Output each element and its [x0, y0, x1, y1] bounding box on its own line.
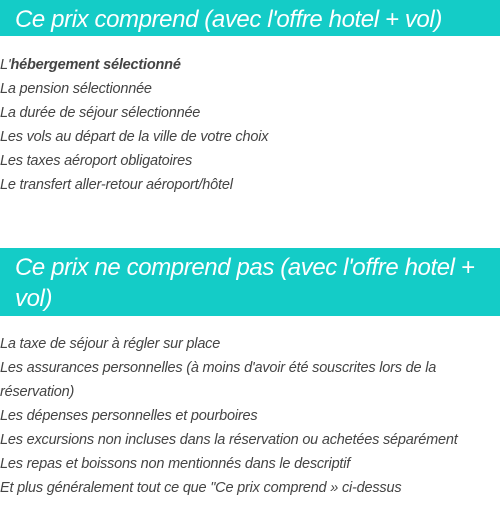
list-item: Et plus généralement tout ce que "Ce prix comprend » ci-dessus — [0, 480, 402, 496]
list-item: Les excursions non incluses dans la réservation ou achetées séparément — [0, 432, 458, 448]
list-item: Le transfert aller-retour aéroport/hôtel — [0, 177, 233, 193]
included-section-title: Ce prix comprend (avec l'offre hotel + vol) — [0, 0, 500, 36]
list-item: Les dépenses personnelles et pourboires — [0, 408, 258, 424]
list-item: La durée de séjour sélectionnée — [0, 105, 201, 121]
list-item: Les assurances personnelles (à moins d'avoir été souscrites lors de la réservation) — [0, 360, 437, 400]
excluded-section-title: Ce prix ne comprend pas (avec l'offre hotel + vol) — [0, 248, 500, 316]
list-item-prefix: L' — [0, 57, 11, 73]
included-items-list — [0, 53, 500, 197]
list-item: Les vols au départ de la ville de votre choix — [0, 129, 269, 145]
list-item: Les repas et boissons non mentionnés dans le descriptif — [0, 456, 351, 472]
list-item: La pension sélectionnée — [0, 81, 152, 97]
list-item-bold: hébergement sélectionné — [10, 57, 181, 73]
list-item: Les taxes aéroport obligatoires — [0, 153, 193, 169]
excluded-items-list — [0, 332, 500, 500]
list-item: La taxe de séjour à régler sur place — [0, 336, 221, 352]
list-item — [0, 53, 500, 77]
